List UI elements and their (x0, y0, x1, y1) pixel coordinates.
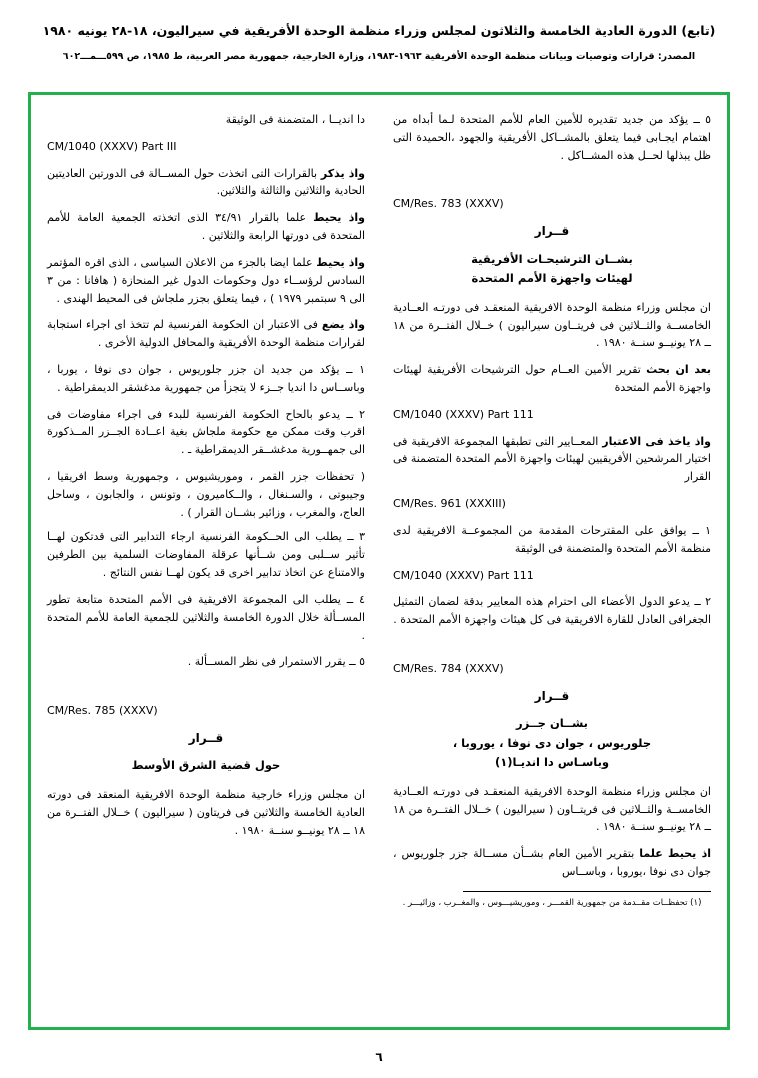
spacer (393, 173, 711, 195)
column-left (47, 111, 379, 1017)
paragraph (47, 209, 365, 245)
footnote-divider (463, 891, 711, 892)
paragraph-text: علما بالقرار ٣٤/٩١ الذى اتخذته الجمعية العامة للأمم المتحدة فى دورتها الرابعة والثلاثين . (47, 211, 365, 243)
paragraph-text: المعــايير التى تطبقها المجموعة الافريقية فى اختيار المرشحين الأفريقيين لهيئات واجهزة الأمم المتحدة ‏المتضمنة فى القرار (392, 434, 711, 484)
paragraph-text: بتقرير الأمين العام بشــأن مســالة جزر جلوريوس ، جوان دى نوفا ،يوروبا ، وباســاس (393, 847, 711, 879)
paragraph: ( تحفظات جزر القمر ، وموريشيوس ، وجمهورية وسط افريقيا ، وجيبوتى ، والسـنغال ، والــكاميرون ، وتونس ، والجابون ، وساحل العاج، والمغرب ، وزائير بشــان القرار ) . (47, 470, 365, 519)
paragraph-lead: بعد ان بحث (646, 363, 712, 377)
footnote-text: (١) تحفظــات مقــدمة من جمهورية القمـــر ، وموريشيـــوس ، والمغــرب ، وزائيـــر . (402, 897, 702, 908)
paragraph: ان مجلس وزراء منظمة الوحدة الافريقية المنعقـد فى دورتـه العــادية الخامســة والثــلاثين فى فريتــاون ( سيراليون ) خــلال الفتــرة من ١٨ ــ ٢٨ يونيــو سنــة ١٩٨٠ . (393, 784, 711, 834)
paragraph (47, 165, 365, 201)
paragraph: ٤ ــ يطلب الى المجموعة الافريقية فى الأمم المتحدة متابعة تطور المســألة خلال الدورة الخامسة والثلاثين للجمعية العامة للأمم المتحدة . (47, 592, 365, 642)
content-frame (28, 92, 730, 1030)
header-source: المصدر: ‏قرارات وتوصيات وبيانات منظمة الوحدة الأفريقية ١٩٦٣-١٩٨٣، وزارة الخارجية، جمهورية مصر العربية، ط ١٩٨٥، ص ٥٩٩ـــمـــ٦٠٢ (62, 50, 696, 62)
spacer (393, 638, 711, 660)
resolution-code: CM/1040 (XXXV) Part III (47, 139, 177, 153)
paragraph (47, 254, 365, 307)
resolution-code: CM/Res. 785 (XXXV) (47, 704, 158, 718)
column-right (379, 111, 711, 1017)
paragraph: ان مجلس وزراء خارجية منظمة الوحدة الافريقية المنعقد فى دورته ‏العادية الخامسة والثلاثين فى فريتاون ( سيراليون ) خــلال الفتــرة من ١٨ ــ ٢٨ يونيــو سنــة ١٩٨٠ . (47, 787, 365, 837)
paragraph (393, 845, 711, 881)
paragraph: ان مجلس وزراء منظمة الوحدة الافريقية المنعقـد فى دورتـه العــادية الخامســة والثــلاثين فى فريتــاون سيراليون ) خــلال الفتــرة من ١٨ ــ ٢٨ يونيــو سنــة ١٩٨٠ . (393, 300, 711, 350)
paragraph (393, 433, 711, 486)
resolution-title: بشــان الترشيحـات الأفريقية لهيئات واجهزة الأمم المتحدة (471, 251, 633, 286)
resolution-code: CM/1040 (XXXV) Part 111 (393, 407, 534, 421)
resolution-code: CM/Res. 783 (XXXV) (393, 197, 504, 211)
paragraph-lead: اذ يحيط علما (639, 847, 711, 861)
paragraph-text: علما ايضا بالجزء من الاعلان السياسى ، الذى اقره المؤتمر السادس لرؤســاء دول وحكومات الدول غير المنحازة ( هافانا : من ٣ الى ٩ سبتمبر ١٩٧٩ ) ، فيما يتعلق بجزر ملجاش فى المحيط الهندى . (47, 255, 365, 305)
paragraph (393, 361, 711, 397)
header-title: (تابع) الدورة العادية الخامسة والثلاثون لمجلس وزراء منظمة الوحدة الأفريقية في سيراليون، ١٨-٢٨ يونيه ١٩٨٠ (42, 23, 716, 38)
resolution-title: بشــان جــزر جلوريوس ، جوان دى نوفا ، يوروبا ، وباسـاس دا انديـا(١) (452, 716, 652, 770)
resolution-heading: قــرار (188, 730, 224, 745)
paragraph: دا انديــا ، المتضمنة فى الوثيقة (225, 113, 365, 126)
paragraph: ٣ ــ يطلب الى الحــكومة الفرنسية ارجاء التدابير التى قد‏تكون لهــا تأثير ســلبى ومن شــأنها عرقلة المفاوضات السلمية بين الطرفين والامتناع عن اتخاذ تدابير اخرى قد يكون لهــا نفس النتائج . (47, 530, 365, 580)
resolution-title: حول قضية الشرق الأوسط (131, 758, 281, 773)
paragraph: ٢ ــ يدعو الدول الأعضاء الى احترام هذه المعايير بدقة لضمان التمثيل الجغرافى العادل للقارة الافريقية فى كل هيئات واجهزة الأمم المتحدة . (393, 595, 711, 627)
resolution-heading: قــرار (534, 224, 570, 239)
resolution-code: CM/1040 (XXXV) Part 111 (393, 568, 534, 582)
resolution-code: CM/Res. 784 (XXXV) (393, 661, 504, 675)
paragraph-lead: واذ ياخذ فى الاعتبار (602, 434, 711, 448)
page-number: ٦ (375, 1050, 383, 1064)
paragraph-lead: واذ يحيط (313, 211, 365, 225)
paragraph: ١ ــ يؤكد من جديد ان جزر جلوريوس ، جوان دى نوفا ، يوربا ، وباســاس دا انديا جــزء لا يتجزأ من جمهورية مدغشقر الديمقراطية . (47, 362, 365, 394)
paragraph: ٢ ــ يدعو بالحاح الحكومة الفرنسية للبدء فى اجراء مفاوضات فى اقرب وقت ممكن مع حكومة ‏ملجاش بغية اعــادة الجــزر المــذكورة الى جمهــورية مدغشــقر الديمقراطية ـ . (47, 407, 365, 457)
spacer (47, 680, 365, 702)
paragraph-text: تقرير الأمين العــام حول الترشيحات ‏الأفريقية لهيئات واجهزة الأمم المتحدة (393, 363, 711, 395)
resolution-heading: قــرار (534, 688, 570, 703)
paragraph-lead: واذ يحيط (316, 255, 365, 269)
paragraph-text: فى الاعتبار ان الحكومة الفرنسية لم تتخذ اى اجراء استجابة لقرارات منظمة الوحدة الأفريقية والمحافل الدولية الأخرى . (47, 318, 365, 350)
paragraph-lead: واذ يضع (321, 318, 365, 332)
paragraph: ٥ ــ يؤكد من جديد تقديره للأمين العام للأمم المتحدة لـما أبداه من اهتمام ايجـابى فيما يتعلق بالمشــاكل الأفريقية والجهود ،الحميدة التى ظل يبذلها لحــل هذه المشــاكل . (393, 113, 711, 162)
paragraph: ١ ــ يوافق على المقترحات المقدمة من المجموعــة الافريقية لدى منظمة الأمم المتحدة والمتضمنة فى الوثيقة (393, 523, 711, 555)
page-header (0, 0, 758, 64)
paragraph-lead: واذ يذكر (320, 166, 365, 180)
paragraph-text: بالقرارات التى اتخذت حول المســالة فى الدورتين ‏العاديتين الحادية والثلاثين والثالثة والثلاثين. (47, 166, 365, 198)
two-column-body (31, 95, 727, 1027)
paragraph: ٥ ــ يقرر الاستمرار فى نظر المســألة . (187, 655, 365, 669)
paragraph (47, 316, 365, 352)
resolution-code: CM/Res. 961 (XXXIII) (393, 497, 506, 511)
